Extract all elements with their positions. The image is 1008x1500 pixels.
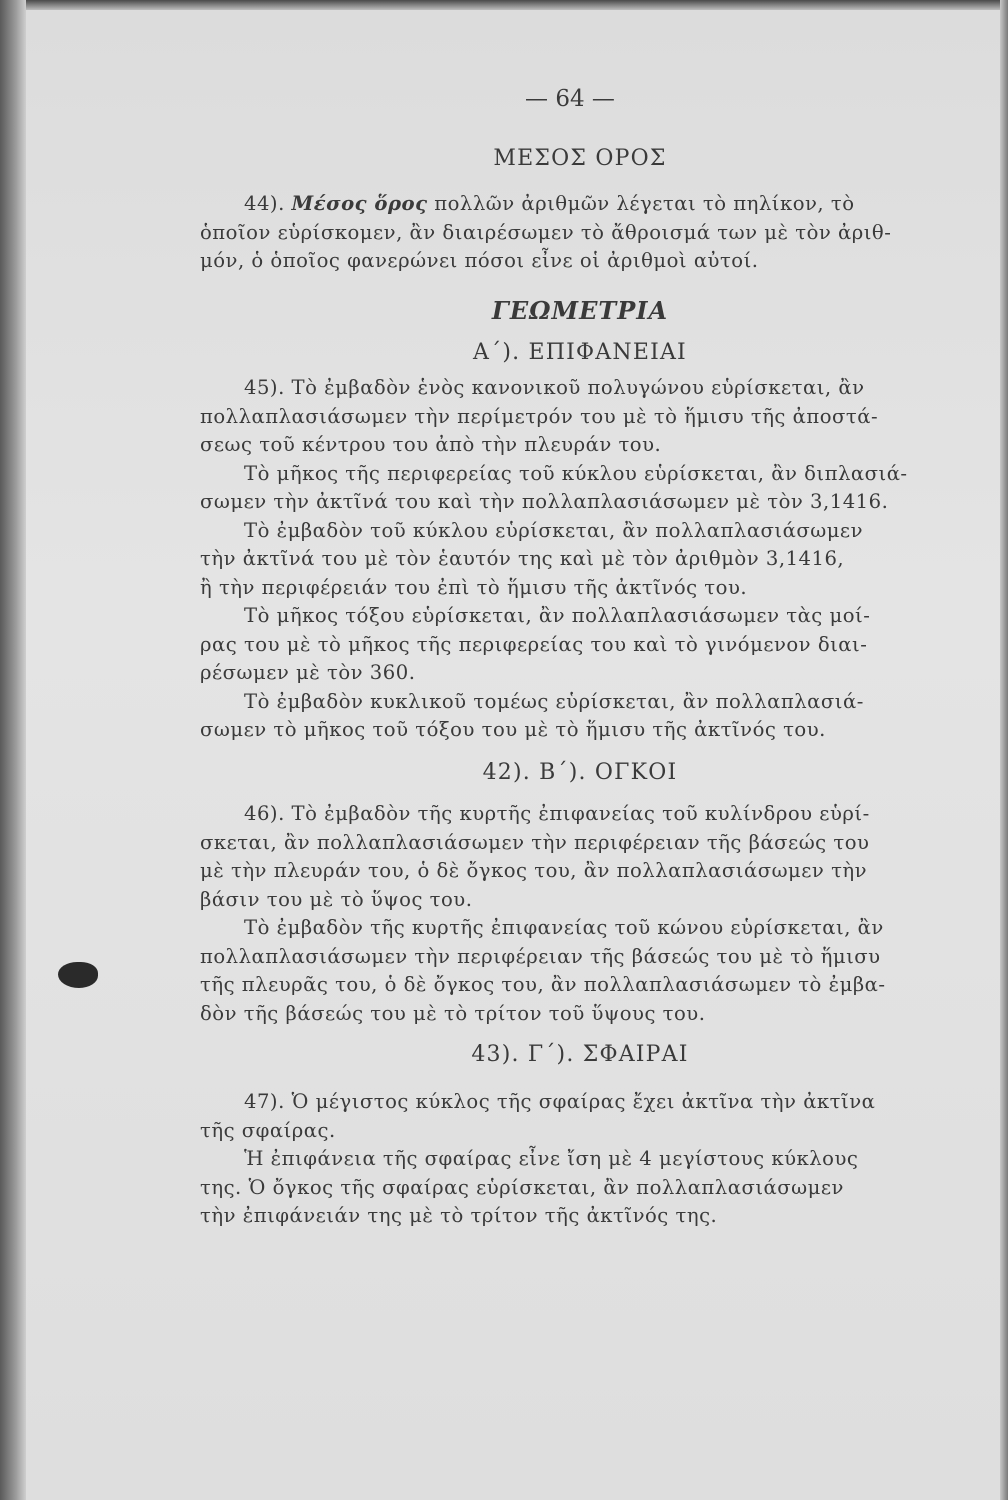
- paragraph-45-line: σωμεν τὸ μῆκος τοῦ τόξου του μὲ τὸ ἥμισυ τῆς ἀκτῖνός του.: [200, 718, 826, 741]
- paragraph-47-line: της. Ὁ ὄγκος τῆς σφαίρας εὑρίσκεται, ἂν πολλαπλασιάσωμεν: [200, 1175, 844, 1199]
- paragraph-45-line: Τὸ μῆκος τῆς περιφερείας τοῦ κύκλου εὑρίσκεται, ἂν διπλασιά-: [244, 461, 908, 485]
- paragraph-45: [200, 374, 960, 745]
- heading-sfairai: 43). Γ΄). ΣΦΑΙΡΑΙ: [471, 1042, 689, 1067]
- page-number: — 64 —: [525, 86, 615, 112]
- paragraph-45-line: 45). Τὸ ἐμβαδὸν ἑνὸς κανονικοῦ πολυγώνου εὑρίσκεται, ἂν: [244, 376, 865, 399]
- term-mesos-oros: Μέσος ὅρος: [291, 192, 428, 215]
- paragraph-46-line: μὲ τὴν πλευράν του, ὁ δὲ ὄγκος του, ἂν πολλαπλασιάσωμεν τὴν: [200, 859, 868, 882]
- heading-epifaneiai: Α΄). ΕΠΙΦΑΝΕΙΑΙ: [473, 340, 687, 365]
- paragraph-46-line: τῆς πλευρᾶς του, ὁ δὲ ὄγκος του, ἂν πολλαπλασιάσωμεν τὸ ἐμβα-: [200, 973, 886, 996]
- paragraph-45-line: τὴν ἀκτῖνά του μὲ τὸν ἑαυτόν της καὶ μὲ τὸν ἀριθμὸν 3,1416,: [200, 547, 845, 570]
- paragraph-45-line: πολλαπλασιάσωμεν τὴν περίμετρόν του μὲ τὸ ἥμισυ τῆς ἀποστά-: [200, 404, 879, 428]
- ink-blot-mark: [58, 962, 98, 988]
- paragraph-45-line: ρας του μὲ τὸ μῆκος τῆς περιφερείας του καὶ τὸ γινόμενον διαι-: [200, 632, 868, 656]
- paragraph-44-number: 44).: [244, 192, 285, 215]
- paragraph-47-line: τὴν ἐπιφάνειάν της μὲ τὸ τρίτον τῆς ἀκτῖνός της.: [200, 1204, 718, 1227]
- page-top-shadow: [0, 0, 1008, 10]
- paragraph-45-line: Τὸ μῆκος τόξου εὑρίσκεται, ἂν πολλαπλασιάσωμεν τὰς μοί-: [244, 604, 871, 627]
- heading-mesos-oros: ΜΕΣΟΣ ΟΡΟΣ: [493, 146, 667, 171]
- paragraph-47-line: 47). Ὁ μέγιστος κύκλος τῆς σφαίρας ἔχει ἀκτῖνα τὴν ἀκτῖνα: [244, 1090, 876, 1113]
- page-right-edge: [1000, 0, 1008, 1500]
- paragraph-46-line: Τὸ ἐμβαδὸν τῆς κυρτῆς ἐπιφανείας τοῦ κώνου εὑρίσκεται, ἂν: [244, 916, 884, 939]
- paragraph-47: [200, 1088, 960, 1231]
- paragraph-44-line-2: ὁποῖον εὑρίσκομεν, ἂν διαιρέσωμεν τὸ ἄθροισμά των μὲ τὸν ἀριθ-: [200, 220, 892, 244]
- paragraph-46-line: πολλαπλασιάσωμεν τὴν περιφέρειαν τῆς βάσεώς του μὲ τὸ ἥμισυ: [200, 944, 881, 968]
- page-binding-shadow: [0, 0, 26, 1500]
- heading-geometria: ΓΕΩΜΕΤΡΙΑ: [491, 296, 669, 325]
- paragraph-44: [200, 190, 960, 276]
- paragraph-46-line: 46). Τὸ ἐμβαδὸν τῆς κυρτῆς ἐπιφανείας τοῦ κυλίνδρου εὑρί-: [244, 802, 870, 825]
- paragraph-47-line: τῆς σφαίρας.: [200, 1118, 336, 1142]
- paragraph-46-line: δὸν τῆς βάσεώς του μὲ τὸ τρίτον τοῦ ὕψους του.: [200, 1001, 706, 1025]
- paragraph-45-line: Τὸ ἐμβαδὸν τοῦ κύκλου εὑρίσκεται, ἂν πολλαπλασιάσωμεν: [244, 518, 863, 542]
- paragraph-45-line: ρέσωμεν μὲ τὸν 360.: [200, 661, 416, 684]
- paragraph-46: [200, 800, 960, 1028]
- paragraph-46-line: βάσιν του μὲ τὸ ὕψος του.: [200, 887, 473, 911]
- paragraph-45-line: σεως τοῦ κέντρου του ἀπὸ τὴν πλευράν του.: [200, 433, 662, 456]
- paragraph-45-line: Τὸ ἐμβαδὸν κυκλικοῦ τομέως εὑρίσκεται, ἂν πολλαπλασιά-: [244, 689, 864, 713]
- heading-ogkoi: 42). Β΄). ΟΓΚΟΙ: [482, 760, 678, 785]
- paragraph-44-line-3: μόν, ὁ ὁποῖος φανερώνει πόσοι εἶνε οἱ ἀριθμοὶ αὐτοί.: [200, 249, 759, 272]
- paragraph-46-line: σκεται, ἂν πολλαπλασιάσωμεν τὴν περιφέρειαν τῆς βάσεώς του: [200, 830, 870, 854]
- paragraph-45-line: ἢ τὴν περιφέρειάν του ἐπὶ τὸ ἥμισυ τῆς ἀκτῖνός του.: [200, 575, 748, 599]
- paragraph-45-line: σωμεν τὴν ἀκτῖνά του καὶ τὴν πολλαπλασιάσωμεν μὲ τὸν 3,1416.: [200, 490, 889, 513]
- paragraph-47-line: Ἡ ἐπιφάνεια τῆς σφαίρας εἶνε ἴση μὲ 4 μεγίστους κύκλους: [244, 1147, 859, 1170]
- paragraph-44-line-1-rest: πολλῶν ἀριθμῶν λέγεται τὸ πηλίκον, τὸ: [427, 192, 855, 215]
- paragraph-44-line-1: [200, 190, 960, 219]
